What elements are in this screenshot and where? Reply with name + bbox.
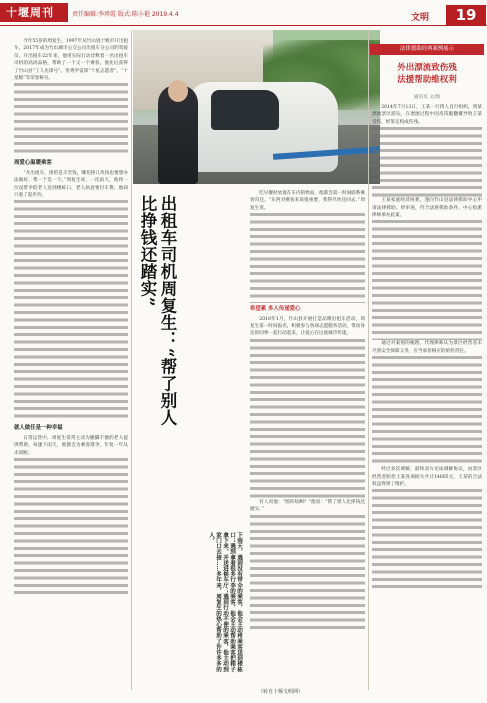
text-block — [372, 356, 482, 466]
paragraph: 王某家庭经济困难，遂向竹山县法律援助中心申请法律援助。经审查，符合法律援助条件，中心指派律师承办此案。 — [372, 198, 482, 219]
news-photo — [133, 30, 380, 184]
right-column — [372, 104, 482, 689]
paragraph: 通过对案情的梳理，代理律师认为景区经营者未尽到安全保障义务，应当承担相应的赔偿责任。 — [372, 341, 482, 354]
subheading: 希望累 多人传递爱心 — [250, 306, 301, 313]
text-block — [14, 458, 128, 598]
left-column — [14, 38, 128, 688]
paragraph: 吃早餐时放置在车内的物品，他都会第一时间联系乘客归还。“东西对乘客来说很重要，我得尽快还回去。”周复生说。 — [250, 191, 365, 211]
paper-title: 十堰周刊 — [6, 6, 54, 19]
paragraph: 2014年7月13日，王某一行四人自行组织，到某漂流景区游玩，在漂流过程中因皮筏艇翻覆导致王某受伤，经鉴定构成伤残。 — [372, 105, 482, 125]
header-rule — [0, 25, 487, 26]
right-headline-line1: 外出漂流致伤残 — [397, 63, 457, 73]
column-divider — [131, 30, 132, 690]
jump-line: （转自十堰文明网） — [258, 689, 304, 695]
section-bar: 法律援助经典案例展示 — [370, 44, 484, 55]
photo-caption — [182, 532, 242, 674]
paragraph: “开出租车，挣的是辛苦钱，哪怕挣几块钱也要想办法做好，帮一个是一个。”周复生说，一次雨天，他将一位没带伞的老人送到楼栋口，老人执意要付车费，他却只收了起步价。 — [14, 170, 128, 199]
caption-text: 下雨天，遇到没有带伞的乘客，他会主动将乘客送到楼栋口；遇到拿着很多行李的乘客，他会主动帮助乘客把箱子拿下来，并送进候车厅；遇到行动不便的乘客，他主动到家门口去接……多年来，周复生的热心帮助了许许多多的人。 — [208, 532, 242, 672]
text-block — [372, 489, 482, 589]
paragraph: 2018年1月，竹山县开展打造品牌出租车活动，周复生第一时间报名，积极参与各项志愿服务活动，带动身边的同事一起行动起来，让爱心在这座城市传递。 — [250, 316, 365, 337]
paragraph: 今年55岁的周复生，1997年从竹山到十堰市开出租车，2017年成为竹山城市公交公司出租车分公司的驾驶员。开出租车22年来，他用实际行动诠释着一名出租车司机的高尚品格，帮助了一个又一个乘客，他先后获得了竹山县“工人先锋号”、优秀学雷锋“十星志愿者”、“十星级”等荣誉称号。 — [14, 39, 128, 82]
page-number: 19 — [446, 5, 486, 26]
column-divider — [368, 30, 369, 690]
text-block — [250, 339, 365, 499]
right-headline — [372, 62, 482, 86]
subheading: 就人做任是一种幸福 — [14, 425, 63, 432]
right-headline-line2: 法援帮助维权利 — [397, 75, 457, 85]
editor-line: 责任编辑:李珍霞 版式:陈小艳 2019.4.4 — [72, 11, 179, 18]
text-block — [14, 200, 128, 422]
paragraph: 日常运营中，周复生常常主动为腿脚不便的老人提供帮助，每逢下雨天，他都会为乘客撑伞，年复一年从未间断。 — [14, 435, 128, 456]
paragraph: 经过多次调解，最终双方达成调解协议，由景区经营者赔偿王某各项损失共计14605元，王某的合法权益得到了维护。 — [372, 467, 482, 488]
text-block — [14, 83, 128, 157]
byline: 通讯员 文/图 — [414, 95, 440, 100]
subheading: 周爱心温暖乘客 — [14, 160, 52, 167]
text-block — [250, 213, 365, 303]
text-block — [372, 220, 482, 340]
page-header — [0, 0, 487, 26]
headline-text: 出租车司机周复生：“帮了别人比挣钱还踏实” — [138, 195, 177, 426]
middle-column — [250, 190, 365, 685]
taxi-window-shape — [211, 90, 279, 130]
text-block — [250, 515, 365, 633]
article-headline — [133, 195, 181, 435]
text-block — [372, 127, 482, 197]
paragraph: 有人问他：“图你啥啊？”他说：“帮了别人比挣钱还踏实。” — [250, 499, 365, 513]
section-name: 文明 — [411, 13, 430, 23]
driver-face — [168, 80, 188, 102]
